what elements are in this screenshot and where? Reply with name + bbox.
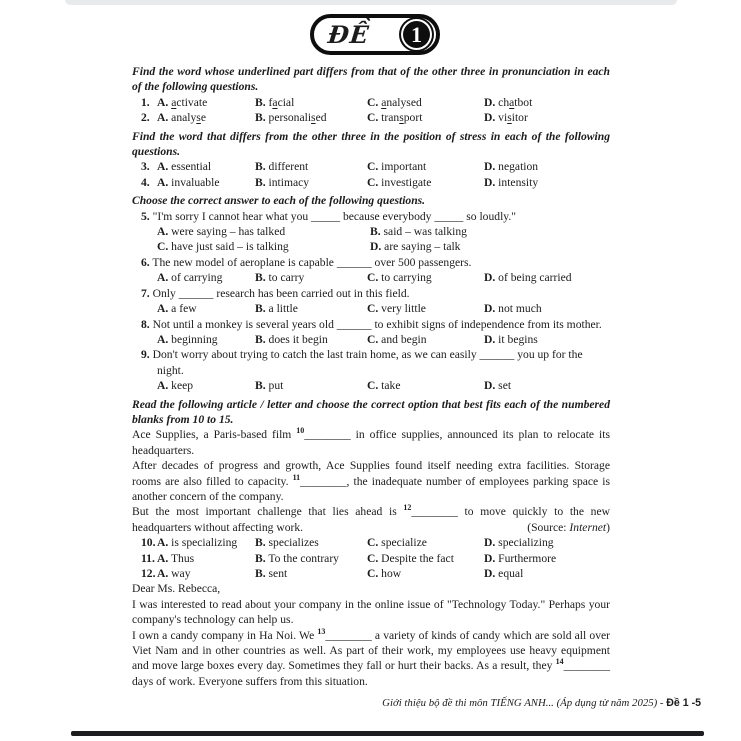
- option-letter: A.: [157, 567, 169, 580]
- option-letter: D.: [484, 551, 496, 565]
- page-footer: [382, 697, 701, 709]
- option-letter: B.: [255, 111, 266, 125]
- option-letter: A.: [157, 551, 169, 565]
- option-letter: C.: [367, 175, 379, 189]
- question-row-4: [132, 175, 610, 190]
- question-row-12: [132, 566, 610, 581]
- answer-option-D: D. of being carried: [484, 271, 572, 285]
- answer-option-D: D. visitor: [484, 111, 528, 125]
- answer-option-B: B. put: [255, 379, 284, 393]
- answer-option-C: C. have just said – is talking: [157, 240, 289, 254]
- answer-option-B: B. said – was talking: [370, 225, 467, 239]
- question-stem-7: 7. Only ______ research has been carried out in this field.: [141, 286, 410, 300]
- option-letter: B.: [255, 271, 266, 285]
- option-letter: C.: [367, 536, 379, 550]
- answer-option-C: C. important: [367, 160, 427, 174]
- source-note: (Source: Internet): [527, 520, 610, 534]
- option-letter: D.: [484, 175, 496, 189]
- answer-option-B: B. does it begin: [255, 332, 328, 346]
- option-letter: C.: [367, 271, 379, 285]
- option-letter: D.: [484, 111, 496, 125]
- answer-option-D: D. set: [484, 379, 512, 393]
- option-letter: B.: [255, 551, 266, 565]
- answer-option-A: A. analyse: [157, 111, 206, 125]
- footer-text: Giới thiệu bộ đề thi môn TIẾNG ANH... (Áp dụng từ năm 2025) -: [382, 697, 667, 709]
- answer-option-A: A. keep: [157, 379, 194, 393]
- answer-option-C: C. Despite the fact: [367, 551, 454, 565]
- option-letter: A.: [157, 302, 169, 316]
- page-top-edge: [65, 0, 677, 5]
- option-letter: A.: [157, 175, 169, 189]
- question-row-2: [132, 110, 610, 125]
- answer-option-A: A. way: [157, 567, 191, 580]
- option-letter: A.: [157, 225, 169, 239]
- answer-option-B: B. facial: [255, 95, 295, 109]
- question-stem-6: 6. The new model of aeroplane is capable ______ over 500 passengers.: [141, 255, 472, 269]
- answer-option-D: D. intensity: [484, 175, 539, 189]
- option-letter: C.: [367, 332, 379, 346]
- answer-option-C: C. specialize: [367, 536, 427, 550]
- question-row-1: [132, 95, 610, 110]
- exam-content: [132, 61, 610, 689]
- exam-number-circle: [403, 21, 430, 48]
- options-row: [132, 224, 610, 255]
- paragraph: After decades of progress and growth, Ace Supplies found itself needing extra facilities. Storage rooms are also filled to capacity. $^{11}$________, the inadequate number of employees parking space is another concern of the company.: [132, 459, 611, 503]
- answer-option-C: C. transport: [367, 111, 423, 125]
- answer-option-B: B. a little: [255, 302, 298, 316]
- answer-option-D: D. equal: [484, 567, 524, 580]
- option-letter: D.: [484, 536, 496, 550]
- option-letter: A.: [157, 536, 169, 550]
- exam-number-badge: [310, 14, 440, 55]
- section-instruction: Read the following article / letter and choose the correct option that best fits each of the numbered blanks from 10 to 15.: [132, 397, 610, 426]
- section-instruction: Find the word that differs from the other three in the position of stress in each of the following questions.: [132, 129, 610, 159]
- question-number: 7.: [141, 286, 150, 300]
- answer-option-A: A. is specializing: [157, 536, 238, 550]
- answer-option-A: A. beginning: [157, 332, 218, 346]
- option-letter: A.: [157, 111, 169, 125]
- option-letter: A.: [157, 271, 169, 285]
- paragraph: Ace Supplies, a Paris-based film $^{10}$________ in office supplies, announced its plan to relocate its headquarters.: [132, 426, 610, 457]
- answer-option-B: B. specializes: [255, 536, 319, 550]
- option-letter: D.: [484, 271, 496, 285]
- option-letter: D.: [484, 567, 496, 580]
- option-letter: D.: [484, 332, 496, 346]
- option-letter: C.: [367, 111, 379, 125]
- answer-option-C: C. analysed: [367, 95, 422, 109]
- footer-page-number: -5: [688, 697, 701, 709]
- answer-option-D: D. negation: [484, 160, 539, 174]
- answer-option-A: A. were saying – has talked: [157, 225, 286, 239]
- options-row: [132, 332, 610, 347]
- question-number: 2.: [141, 111, 150, 125]
- question-number: 6.: [141, 255, 150, 269]
- question-number: 1.: [141, 95, 150, 109]
- question-number: 3.: [141, 160, 150, 174]
- option-letter: B.: [255, 536, 266, 550]
- section-instruction: Find the word whose underlined part differs from that of the other three in pronunciation in each of the following questions.: [132, 65, 610, 94]
- answer-option-C: C. and begin: [367, 332, 427, 346]
- paragraph: I was interested to read about your company in the online issue of "Technology Today." Perhaps your company's technology can help us.: [132, 597, 610, 627]
- option-letter: B.: [255, 175, 266, 189]
- option-letter: D.: [484, 160, 496, 174]
- answer-option-B: B. To the contrary: [255, 551, 339, 565]
- question-stem-9: 9. Don't worry about trying to catch the last train home, as we can easily ______ you up for the night.: [141, 348, 583, 377]
- text-line: Dear Ms. Rebecca,: [132, 582, 221, 596]
- answer-option-C: C. very little: [367, 302, 426, 316]
- options-row: [132, 378, 610, 393]
- answer-option-D: D. specializing: [484, 536, 554, 550]
- answer-option-B: B. sent: [255, 567, 288, 580]
- footer-exam-label: Đề 1: [666, 697, 689, 709]
- option-letter: C.: [157, 240, 169, 254]
- option-letter: C.: [367, 160, 379, 174]
- answer-option-D: D. Furthermore: [484, 551, 557, 565]
- question-number: 10.: [141, 536, 156, 550]
- de-label: ĐỀ: [326, 20, 371, 49]
- question-number: 5.: [141, 209, 150, 223]
- option-letter: C.: [367, 551, 379, 565]
- option-letter: B.: [255, 95, 266, 109]
- question-number: 11.: [141, 551, 155, 565]
- answer-option-D: D. not much: [484, 302, 542, 316]
- option-letter: B.: [255, 160, 266, 174]
- question-number: 9.: [141, 348, 150, 362]
- answer-option-D: D. it begins: [484, 332, 538, 346]
- answer-option-B: B. intimacy: [255, 175, 310, 189]
- page-bottom-edge: [71, 731, 704, 736]
- options-row: [132, 270, 610, 285]
- paragraph: I own a candy company in Ha Noi. We $^{13}$________ a variety of kinds of candy which are sold all over Viet Nam and in other countries as well. As part of their work, my employees use heavy equipment and move large boxes every day. Sometimes they fall or hurt their backs. As a result, they $^{14}$________ days of work. Everyone suffers from this situation.: [132, 626, 611, 688]
- option-letter: A.: [157, 160, 169, 174]
- option-letter: D.: [484, 95, 496, 109]
- option-letter: B.: [370, 225, 381, 239]
- option-letter: D.: [370, 240, 382, 254]
- option-letter: A.: [157, 379, 169, 393]
- options-row: [132, 301, 610, 316]
- question-row-11: [132, 551, 610, 566]
- question-number: 4.: [141, 175, 150, 189]
- answer-option-A: A. activate: [157, 95, 208, 109]
- answer-option-C: C. investigate: [367, 175, 432, 189]
- answer-option-A: A. invaluable: [157, 175, 220, 189]
- option-letter: C.: [367, 95, 379, 109]
- option-letter: C.: [367, 302, 379, 316]
- answer-option-B: B. to carry: [255, 271, 305, 285]
- answer-option-B: B. different: [255, 160, 309, 174]
- section-instruction: Choose the correct answer to each of the following questions.: [132, 194, 426, 208]
- option-letter: D.: [484, 302, 496, 316]
- option-letter: A.: [157, 95, 169, 109]
- option-letter: C.: [367, 379, 379, 393]
- answer-option-D: D. are saying – talk: [370, 240, 461, 254]
- answer-option-A: A. of carrying: [157, 271, 223, 285]
- question-stem-5: 5. "I'm sorry I cannot hear what you _____ because everybody _____ so loudly.": [141, 209, 516, 223]
- answer-option-A: A. Thus: [157, 551, 195, 565]
- option-letter: D.: [484, 379, 496, 393]
- option-letter: B.: [255, 567, 266, 580]
- answer-option-A: A. a few: [157, 302, 197, 316]
- answer-option-C: C. to carrying: [367, 271, 432, 285]
- question-row-10: [132, 535, 610, 550]
- question-row-3: [132, 159, 610, 174]
- paragraph: But the most important challenge that lies ahead is $^{12}$________ to move quickly to the new headquarters without affecting work. (Source: Internet): [132, 503, 610, 534]
- option-letter: C.: [367, 567, 379, 580]
- option-letter: B.: [255, 379, 266, 393]
- answer-option-C: C. how: [367, 567, 402, 580]
- answer-option-B: B. personalised: [255, 111, 327, 125]
- answer-option-A: A. essential: [157, 160, 212, 174]
- answer-option-D: D. chatbot: [484, 95, 533, 109]
- option-letter: A.: [157, 332, 169, 346]
- question-stem-8: 8. Not until a monkey is several years old ______ to exhibit signs of independence from its mother.: [141, 317, 602, 331]
- option-letter: B.: [255, 302, 266, 316]
- exam-number: 1: [411, 21, 422, 47]
- question-number: 12.: [141, 567, 156, 580]
- question-number: 8.: [141, 317, 150, 331]
- answer-option-C: C. take: [367, 379, 401, 393]
- option-letter: B.: [255, 332, 266, 346]
